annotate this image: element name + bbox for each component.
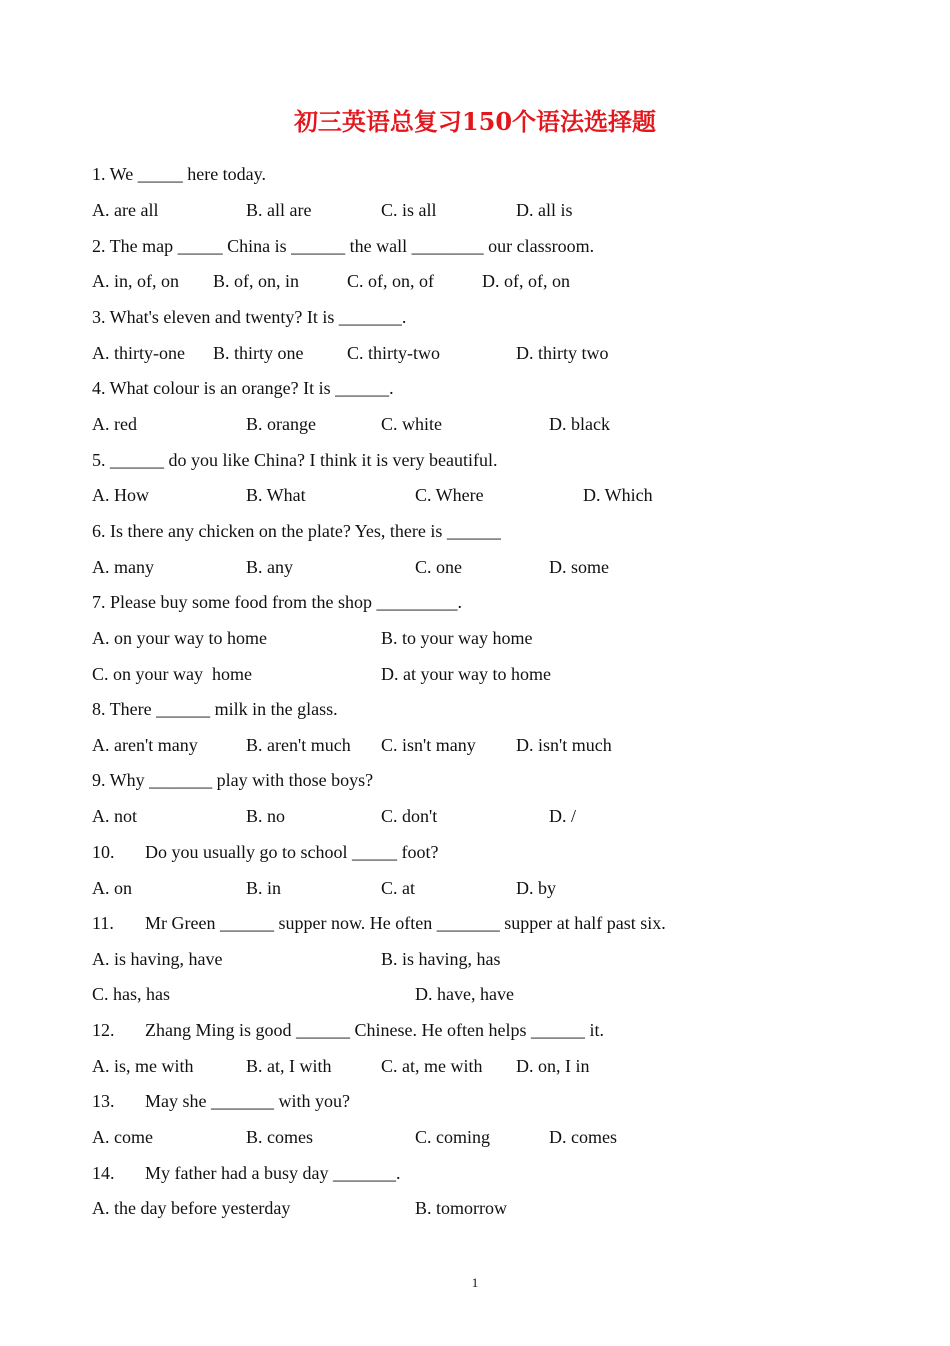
question-7: 7. Please buy some food from the shop _________. bbox=[92, 592, 462, 612]
question-14-number: 14. bbox=[92, 1163, 115, 1183]
q3-option-d: D. thirty two bbox=[516, 343, 609, 363]
question-1: 1. We _____ here today. bbox=[92, 164, 267, 184]
q5-option-c: C. Where bbox=[415, 485, 484, 505]
q1-option-d: D. all is bbox=[516, 200, 573, 220]
question-12-number: 12. bbox=[92, 1020, 115, 1040]
question-2: 2. The map _____ China is ______ the wall ________ our classroom. bbox=[92, 236, 595, 256]
q13-option-c: C. coming bbox=[415, 1127, 490, 1147]
q6-option-d: D. some bbox=[549, 557, 609, 577]
q14-option-a: A. the day before yesterday bbox=[92, 1198, 291, 1218]
q12-option-b: B. at, I with bbox=[246, 1056, 332, 1076]
question-12: Zhang Ming is good ______ Chinese. He often helps ______ it. bbox=[145, 1020, 604, 1040]
q5-option-b: B. What bbox=[246, 485, 306, 505]
q10-option-c: C. at bbox=[381, 878, 415, 898]
q6-option-c: C. one bbox=[415, 557, 462, 577]
q13-option-d: D. comes bbox=[549, 1127, 617, 1147]
question-11-number: 11. bbox=[92, 913, 114, 933]
q1-option-b: B. all are bbox=[246, 200, 312, 220]
q7-option-c: C. on your way home bbox=[92, 664, 252, 684]
question-3: 3. What's eleven and twenty? It is _______. bbox=[92, 307, 407, 327]
q5-option-d: D. Which bbox=[583, 485, 653, 505]
q11-option-b: B. is having, has bbox=[381, 949, 501, 969]
q6-option-a: A. many bbox=[92, 557, 154, 577]
q12-option-c: C. at, me with bbox=[381, 1056, 483, 1076]
q1-option-c: C. is all bbox=[381, 200, 437, 220]
q2-option-b: B. of, on, in bbox=[213, 271, 300, 291]
q4-option-d: D. black bbox=[549, 414, 610, 434]
q9-option-d: D. / bbox=[549, 806, 576, 826]
question-11: Mr Green ______ supper now. He often _______ supper at half past six. bbox=[145, 913, 666, 933]
question-6: 6. Is there any chicken on the plate? Yes, there is ______ bbox=[92, 521, 501, 541]
q2-option-c: C. of, on, of bbox=[347, 271, 434, 291]
q4-option-b: B. orange bbox=[246, 414, 316, 434]
q2-option-d: D. of, of, on bbox=[482, 271, 570, 291]
q1-option-a: A. are all bbox=[92, 200, 159, 220]
q9-option-b: B. no bbox=[246, 806, 286, 826]
q8-option-c: C. isn't many bbox=[381, 735, 476, 755]
question-14: My father had a busy day _______. bbox=[145, 1163, 401, 1183]
q4-option-a: A. red bbox=[92, 414, 137, 434]
question-4: 4. What colour is an orange? It is ______. bbox=[92, 378, 394, 398]
q8-option-d: D. isn't much bbox=[516, 735, 612, 755]
q2-option-a: A. in, of, on bbox=[92, 271, 179, 291]
q5-option-a: A. How bbox=[92, 485, 149, 505]
page-title: 初三英语总复习150个语法选择题 bbox=[293, 107, 657, 136]
q11-option-c: C. has, has bbox=[92, 984, 170, 1004]
question-10: Do you usually go to school _____ foot? bbox=[145, 842, 439, 862]
q7-option-d: D. at your way to home bbox=[381, 664, 551, 684]
page-number: 1 bbox=[471, 1275, 479, 1290]
q8-option-a: A. aren't many bbox=[92, 735, 198, 755]
q11-option-d: D. have, have bbox=[415, 984, 514, 1004]
q12-option-a: A. is, me with bbox=[92, 1056, 194, 1076]
q9-option-a: A. not bbox=[92, 806, 137, 826]
question-13: May she _______ with you? bbox=[145, 1091, 350, 1111]
q3-option-a: A. thirty-one bbox=[92, 343, 185, 363]
question-5: 5. ______ do you like China? I think it is very beautiful. bbox=[92, 450, 498, 470]
q6-option-b: B. any bbox=[246, 557, 293, 577]
q10-option-b: B. in bbox=[246, 878, 282, 898]
question-10-number: 10. bbox=[92, 842, 115, 862]
q7-option-a: A. on your way to home bbox=[92, 628, 267, 648]
q9-option-c: C. don't bbox=[381, 806, 438, 826]
q10-option-a: A. on bbox=[92, 878, 132, 898]
q13-option-b: B. comes bbox=[246, 1127, 313, 1147]
q13-option-a: A. come bbox=[92, 1127, 153, 1147]
q12-option-d: D. on, I in bbox=[516, 1056, 590, 1076]
q10-option-d: D. by bbox=[516, 878, 556, 898]
question-13-number: 13. bbox=[92, 1091, 115, 1111]
q3-option-c: C. thirty-two bbox=[347, 343, 440, 363]
q8-option-b: B. aren't much bbox=[246, 735, 351, 755]
q14-option-b: B. tomorrow bbox=[415, 1198, 507, 1218]
q7-option-b: B. to your way home bbox=[381, 628, 533, 648]
question-8: 8. There ______ milk in the glass. bbox=[92, 699, 338, 719]
q4-option-c: C. white bbox=[381, 414, 442, 434]
q11-option-a: A. is having, have bbox=[92, 949, 223, 969]
question-9: 9. Why _______ play with those boys? bbox=[92, 770, 374, 790]
q3-option-b: B. thirty one bbox=[213, 343, 304, 363]
